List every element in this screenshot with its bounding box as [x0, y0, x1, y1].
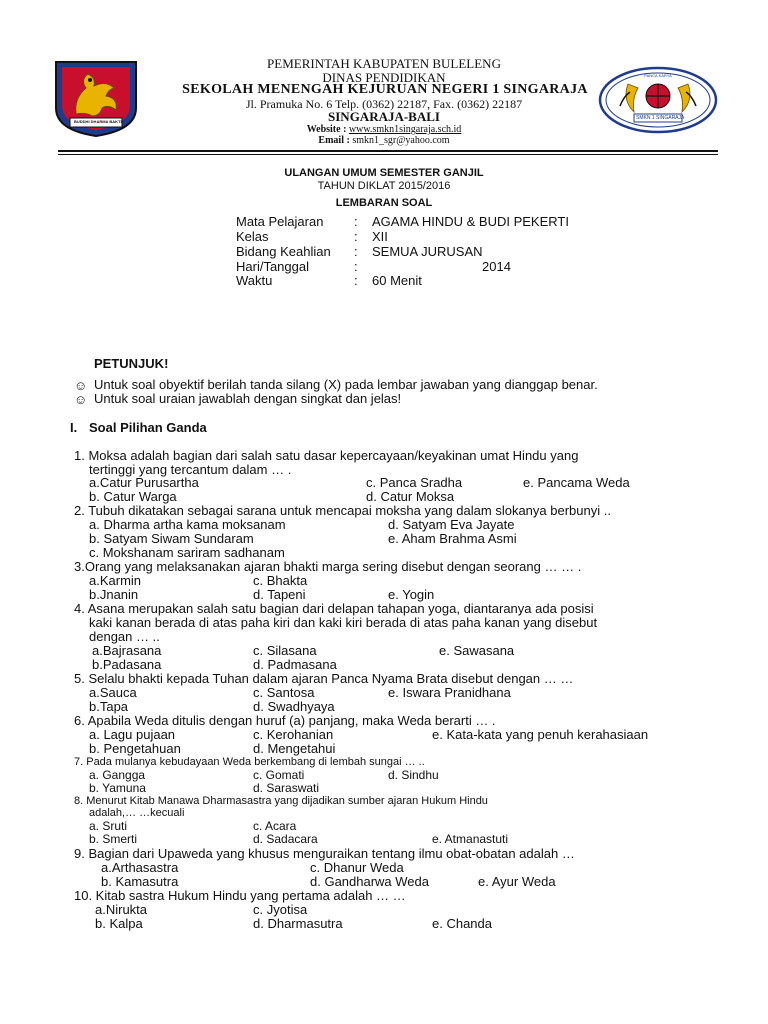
answer-option[interactable]: c. Dhanur Weda	[310, 860, 404, 875]
header-government: PEMERINTAH KABUPATEN BULELENG	[267, 56, 501, 71]
answer-option[interactable]: e. Aham Brahma Asmi	[388, 531, 517, 546]
answer-option[interactable]: d. Dharmasutra	[253, 916, 343, 931]
info-separator: :	[354, 214, 358, 229]
answer-option[interactable]: d. Satyam Eva Jayate	[388, 517, 515, 532]
answer-option[interactable]: a. Dharma artha kama moksanam	[89, 517, 286, 532]
answer-option[interactable]: b. Satyam Siwam Sundaram	[89, 531, 254, 546]
info-separator: :	[354, 259, 358, 274]
buleleng-emblem-logo	[50, 58, 142, 138]
answer-option[interactable]: b.Padasana	[92, 657, 162, 672]
question-text: tertinggi yang tercantum dalam … .	[89, 462, 292, 477]
answer-option[interactable]: c. Jyotisa	[253, 902, 308, 917]
email-label: Email :	[318, 135, 350, 146]
answer-option[interactable]: d. Mengetahui	[253, 741, 336, 756]
answer-option[interactable]: b. Yamuna	[89, 781, 146, 795]
answer-option[interactable]: d. Gandharwa Weda	[310, 874, 429, 889]
question-text: 6. Apabila Weda ditulis dengan huruf (a) panjang, maka Weda berarti … .	[74, 713, 496, 728]
info-date-value: 2014	[482, 259, 511, 274]
school-logo-bottom-text: SMKN 1 SINGARAJA	[636, 115, 685, 121]
exam-sheet-label: LEMBARAN SOAL	[335, 197, 433, 209]
answer-option[interactable]: a. Lagu pujaan	[89, 727, 176, 742]
answer-option[interactable]: a.Sauca	[89, 685, 137, 700]
smiley-bullet-icon: ☺	[74, 392, 88, 407]
info-label: Waktu	[236, 273, 273, 288]
instructions-title: PETUNJUK!	[94, 356, 169, 371]
question-text: dengan … ..	[89, 629, 160, 644]
smiley-bullet-icon: ☺	[74, 378, 88, 393]
answer-option[interactable]: e. Sawasana	[439, 643, 515, 658]
info-label: Bidang Keahlian	[236, 244, 331, 259]
website-label: Website :	[306, 124, 347, 135]
header-website-line	[150, 124, 618, 135]
answer-option[interactable]: c. Silasana	[253, 643, 317, 658]
answer-option[interactable]: b. Smerti	[89, 832, 138, 846]
answer-option[interactable]: a. Gangga	[89, 768, 146, 782]
answer-option[interactable]: e. Iswara Pranidhana	[388, 685, 511, 700]
question-text: adalah,… …kecuali	[89, 807, 185, 819]
exam-year: TAHUN DIKLAT 2015/2016	[317, 180, 451, 192]
answer-option[interactable]: e. Kata-kata yang penuh kerahasiaan	[432, 727, 649, 742]
header-school-name: SEKOLAH MENENGAH KEJURUAN NEGERI 1 SINGARAJA	[182, 82, 588, 97]
answer-option[interactable]: b. Catur Warga	[89, 489, 177, 504]
school-logo-top-text: PANCA KARYA	[644, 73, 672, 78]
answer-option[interactable]: c. Mokshanam sariram sadhanam	[89, 545, 285, 560]
answer-option[interactable]: b. Pengetahuan	[89, 741, 181, 756]
section-title: Soal Pilihan Ganda	[89, 420, 207, 435]
answer-option[interactable]: d. Swadhyaya	[253, 699, 335, 714]
answer-option[interactable]: d. Tapeni	[253, 587, 306, 602]
instruction-item: Untuk soal uraian jawablah dengan singkat dan jelas!	[94, 391, 402, 406]
info-duration-value: 60 Menit	[372, 273, 422, 288]
question-text: 2. Tubuh dikatakan sebagai sarana untuk mencapai moksha yang dalam slokanya berbunyi ..	[74, 503, 611, 518]
answer-option[interactable]: b.Tapa	[89, 699, 129, 714]
answer-option[interactable]: a.Bajrasana	[92, 643, 162, 658]
question-text: 10. Kitab sastra Hukum Hindu yang pertama adalah … …	[74, 888, 406, 903]
question-text: 9. Bagian dari Upaweda yang khusus menguraikan tentang ilmu obat-obatan adalah …	[74, 846, 575, 861]
header-city: SINGARAJA-BALI	[328, 109, 440, 124]
info-subject-value: AGAMA HINDU & BUDI PEKERTI	[372, 214, 569, 229]
answer-option[interactable]: c. Acara	[253, 819, 297, 833]
answer-option[interactable]: a.Nirukta	[95, 902, 148, 917]
section-number: I.	[70, 420, 78, 435]
answer-option[interactable]: c. Santosa	[253, 685, 315, 700]
header-email-line	[150, 135, 618, 146]
info-field-value: SEMUA JURUSAN	[372, 244, 483, 259]
answer-option[interactable]: c. Gomati	[253, 768, 305, 782]
answer-option[interactable]: b. Kalpa	[95, 916, 143, 931]
answer-option[interactable]: c. Panca Sradha	[366, 475, 463, 490]
info-separator: :	[354, 273, 358, 288]
answer-option[interactable]: b.Jnanin	[89, 587, 139, 602]
header-divider-thick	[58, 150, 718, 152]
answer-option[interactable]: d. Sadacara	[253, 832, 318, 846]
buleleng-logo-motto: BUDDHI DHARMA BAKTI	[74, 119, 122, 124]
info-separator: :	[354, 244, 358, 259]
header-divider-thin	[58, 154, 718, 155]
answer-option[interactable]: c. Bhakta	[253, 573, 308, 588]
info-separator: :	[354, 229, 358, 244]
answer-option[interactable]: d. Catur Moksa	[366, 489, 455, 504]
answer-option[interactable]: a.Karmin	[89, 573, 142, 588]
answer-option[interactable]: a. Sruti	[89, 819, 128, 833]
question-text: 3.Orang yang melaksanakan ajaran bhakti marga sering disebut dengan seorang … … .	[74, 559, 582, 574]
answer-option[interactable]: e. Atmanastuti	[432, 832, 509, 846]
answer-option[interactable]: d. Saraswati	[253, 781, 320, 795]
answer-option[interactable]: e. Pancama Weda	[523, 475, 630, 490]
email-address: smkn1_sgr@yahoo.com	[352, 135, 450, 146]
question-text: 5. Selalu bhakti kepada Tuhan dalam ajaran Panca Nyama Brata disebut dengan … …	[74, 671, 574, 686]
answer-option[interactable]: b. Kamasutra	[101, 874, 179, 889]
answer-option[interactable]: a.Catur Purusartha	[89, 475, 199, 490]
question-text: kaki kanan berada di atas paha kiri dan kaki kiri berada di atas paha kanan yang disebut	[89, 615, 598, 630]
answer-option[interactable]: d. Padmasana	[253, 657, 337, 672]
header-address: Jl. Pramuka No. 6 Telp. (0362) 22187, Fax. (0362) 22187	[245, 97, 523, 111]
answer-option[interactable]: d. Sindhu	[388, 768, 439, 782]
info-label: Kelas	[236, 229, 269, 244]
website-link[interactable]: www.smkn1singaraja.sch.id	[348, 124, 462, 135]
question-text: 7. Pada mulanya kebudayaan Weda berkembang di lembah sungai … ..	[74, 756, 425, 768]
info-class-value: XII	[372, 229, 388, 244]
question-text: 8. Menurut Kitab Manawa Dharmasastra yang dijadikan sumber ajaran Hukum Hindu	[74, 795, 488, 807]
instruction-item: Untuk soal obyektif berilah tanda silang (X) pada lembar jawaban yang dianggap benar.	[94, 377, 598, 392]
answer-option[interactable]: e. Yogin	[388, 587, 435, 602]
header-department: DINAS PENDIDIKAN	[322, 70, 446, 85]
question-text: 4. Asana merupakan salah satu bagian dari delapan tahapan yoga, diantaranya ada posisi	[74, 601, 594, 616]
answer-option[interactable]: e. Chanda	[432, 916, 492, 931]
exam-title: ULANGAN UMUM SEMESTER GANJIL	[284, 167, 484, 179]
answer-option[interactable]: a.Arthasastra	[101, 860, 179, 875]
info-label: Mata Pelajaran	[236, 214, 324, 229]
answer-option[interactable]: e. Ayur Weda	[478, 874, 556, 889]
info-label: Hari/Tanggal	[236, 259, 309, 274]
answer-option[interactable]: c. Kerohanian	[253, 727, 334, 742]
question-text: 1. Moksa adalah bagian dari salah satu dasar kepercayaan/keyakinan umat Hindu yang	[74, 448, 579, 463]
